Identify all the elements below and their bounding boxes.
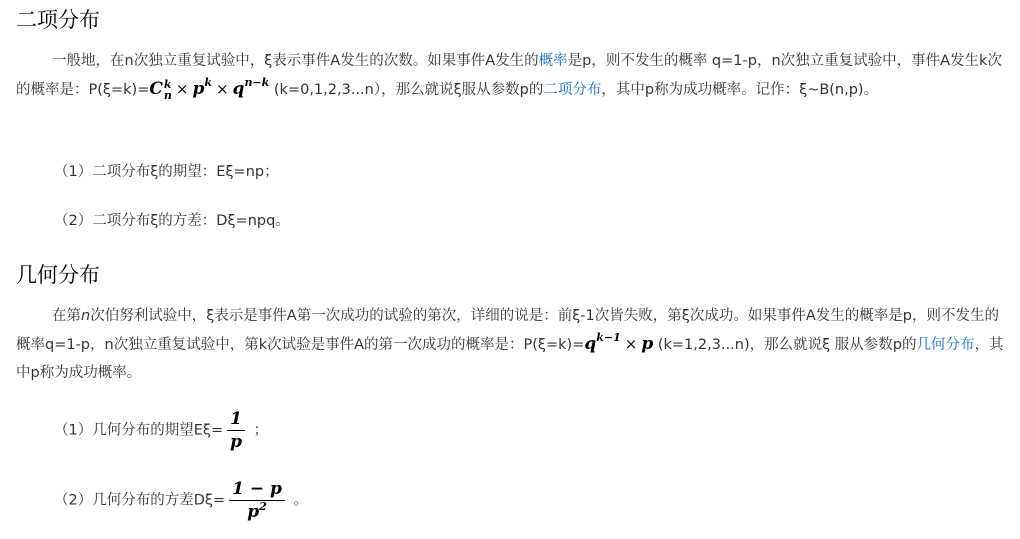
geometric-distribution-link[interactable]: 几何分布 [916,337,975,353]
formula-symbol: q [232,79,245,99]
formula-symbol: p [641,334,654,354]
paragraph-text: 一般地，在n次独立重复试验中，ξ表示事件A发生的次数。如果事件A发生的 [52,53,539,69]
item-text: 。 [288,492,309,509]
formula-operator: × [624,335,638,353]
binomial-distribution-link[interactable]: 二项分布 [543,82,602,98]
binomial-formula [149,76,270,102]
formula-operator: × [215,80,229,98]
section-heading-binomial: 二项分布 [16,8,100,32]
paragraph-text: 次伯努利试验中，ξ表示是事件A第一次成功的试验的第次，详细的说是：前ξ-1次皆失败，第ξ次成功。如果事件A发生的概率是p，则不发生的概率q=1-p，n次独立重复试验中，第k次试验是事件A的第一次成功的概率是：P(ξ=k)= [16,308,999,353]
paragraph-text: 是p，则不发生的概率 q=1-p，n次独立重复试验中，事件A发生k次的概率是：P(ξ=k)= [16,53,1002,98]
formula-superscript: k−1 [596,331,621,344]
geometric-paragraph [16,302,1006,387]
fraction-denominator-base: p [247,502,260,522]
paragraph-text: (k=1,2,3...n)，那么就说ξ 服从参数p的 [653,337,917,353]
section-heading-geometric: 几何分布 [16,263,100,287]
formula-superscript: n−k [244,76,270,89]
paragraph-text: ，其中p称为成功概率。记作：ξ~B(n,p)。 [601,82,879,98]
probability-link[interactable]: 概率 [538,53,568,69]
formula-superscript: k [163,78,172,91]
binomial-expectation: （1）二项分布ξ的期望：Eξ=np； [54,164,279,180]
fraction-numerator: 1 − p [229,478,285,501]
item-text: （2）几何分布的方差Dξ= [54,492,226,509]
item-text: ； [249,422,269,439]
fraction [227,408,245,453]
geometric-formula [584,331,654,354]
formula-superscript: k [204,76,212,89]
paragraph-text: (k=0,1,2,3...n），那么就说ξ服从参数p的 [269,82,544,98]
formula-symbol: q [584,334,597,354]
geometric-variance [54,478,308,523]
fraction [229,478,285,523]
formula-symbol: p [192,79,205,99]
fraction-denominator: p [230,432,243,452]
geometric-expectation [54,408,268,453]
formula-subscript: n [163,89,172,102]
item-text: （1）几何分布的期望Eξ= [54,422,224,439]
fraction-denominator-exponent: 2 [259,500,267,513]
paragraph-text: ，其中p称为成功概率。 [16,337,1004,381]
binomial-variance: （2）二项分布ξ的方差：Dξ=npq。 [54,213,290,229]
formula-scripts [164,79,172,101]
paragraph-italic: n [81,308,91,324]
binomial-paragraph [16,47,1006,104]
fraction-numerator: 1 [227,408,245,431]
formula-operator: × [175,80,189,98]
fraction-denominator [229,501,285,523]
paragraph-text: 在第 [52,308,81,324]
formula-symbol: C [149,79,163,99]
